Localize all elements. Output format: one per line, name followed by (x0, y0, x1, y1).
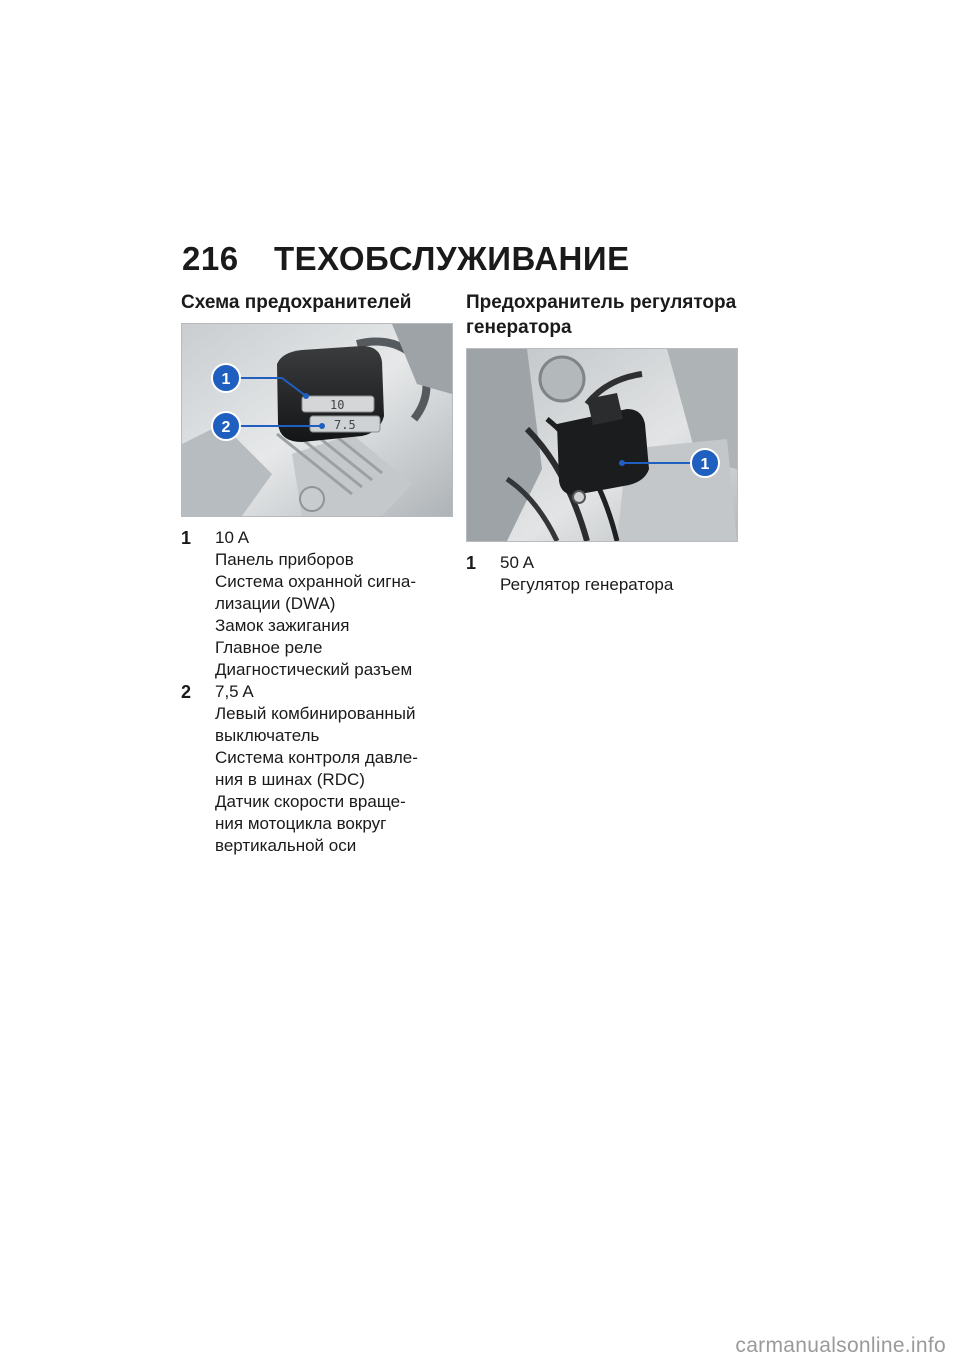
callout-1-label: 1 (700, 456, 710, 473)
watermark: carmanualsonline.info (735, 1334, 946, 1357)
legend-line: выключатель (215, 726, 320, 745)
legend-line: Система контроля давле- (215, 748, 418, 767)
fuse-diagram-title: Схема предохранителей (181, 292, 412, 313)
fuse-box-photo (181, 323, 453, 517)
fuse-legend (181, 527, 453, 857)
regulator-photo (466, 348, 738, 542)
legend-line: 10 A (215, 528, 250, 547)
legend-item-2 (181, 681, 453, 857)
legend-line: лизации (DWA) (215, 594, 336, 613)
fuse-label-7-5: 7.5 (334, 418, 356, 432)
legend-item-1 (181, 527, 453, 681)
legend-line: Датчик скорости враще- (215, 792, 406, 811)
callout-2-label: 2 (221, 419, 231, 436)
fuse-label-10: 10 (330, 398, 345, 412)
legend-number: 1 (181, 528, 192, 548)
regulator-illustration (467, 349, 737, 541)
fuse-diagram-section (181, 290, 453, 857)
legend-line: Замок зажигания (215, 616, 350, 635)
callout-1-label: 1 (221, 371, 231, 388)
legend-item-1 (466, 552, 738, 596)
legend-number: 1 (466, 553, 477, 573)
legend-line: Диагностический разъем (215, 660, 413, 679)
legend-number: 2 (181, 682, 192, 702)
legend-line: Система охранной сигна- (215, 572, 417, 591)
title-line-2: генератора (466, 317, 572, 338)
title-line-1: Предохранитель регулятора (466, 292, 737, 313)
legend-line: 50 A (500, 553, 535, 572)
legend-line: вертикальной оси (215, 836, 357, 855)
legend-line: Панель приборов (215, 550, 354, 569)
legend-line: ния мотоцикла вокруг (215, 814, 387, 833)
legend-line: Левый комбинированный (215, 704, 416, 723)
regulator-fuse-section (466, 290, 738, 596)
section-title: ТЕХОБСЛУЖИВАНИЕ (274, 240, 630, 277)
legend-line: Главное реле (215, 638, 323, 657)
regulator-fuse-title (466, 290, 738, 340)
legend-line: ния в шинах (RDC) (215, 770, 365, 789)
page-number: 216 (182, 240, 239, 277)
legend-line: Регулятор генератора (500, 575, 674, 594)
legend-line: 7,5 A (215, 682, 254, 701)
fuse-box-illustration (182, 324, 452, 516)
regulator-legend (466, 552, 738, 596)
